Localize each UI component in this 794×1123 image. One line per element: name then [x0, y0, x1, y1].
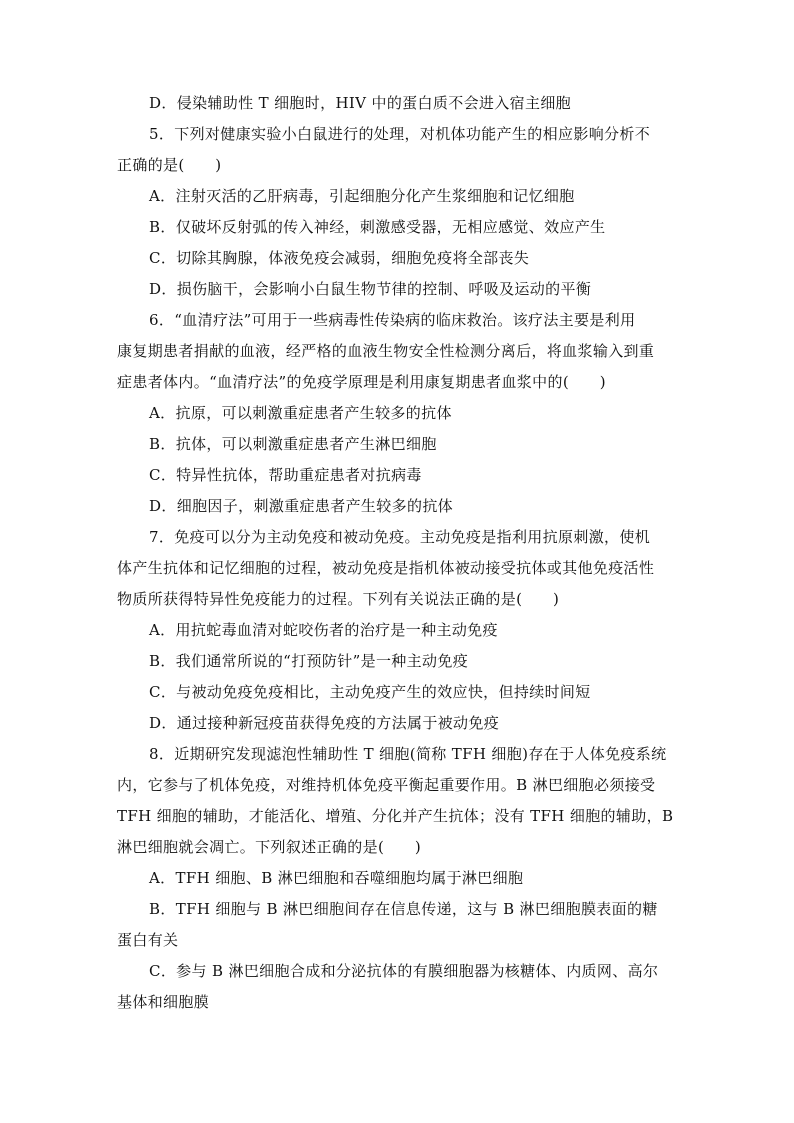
q7-stem-line-2: 体产生抗体和记忆细胞的过程，被动免疫是指机体被动接受抗体或其他免疫活性	[117, 559, 655, 577]
q5-stem-line-1: 5．下列对健康实验小白鼠进行的处理，对机体功能产生的相应影响分析不	[149, 125, 651, 143]
q8-stem-line-1: 8．近期研究发现滤泡性辅助性 T 细胞(简称 TFH 细胞)存在于人体免疫系统	[149, 745, 667, 763]
q8-stem-line-3: TFH 细胞的辅助，才能活化、增殖、分化并产生抗体；没有 TFH 细胞的辅助，B	[117, 807, 674, 825]
q8-option-b-line-2: 蛋白有关	[117, 931, 179, 949]
q6-stem-line-3: 症患者体内。“血清疗法”的免疫学原理是利用康复期患者血浆中的( )	[117, 373, 606, 391]
q8-option-a: A．TFH 细胞、B 淋巴细胞和吞噬细胞均属于淋巴细胞	[149, 869, 524, 887]
q7-stem-line-3: 物质所获得特异性免疫能力的过程。下列有关说法正确的是( )	[117, 590, 560, 608]
q5-option-d: D．损伤脑干，会影响小白鼠生物节律的控制、呼吸及运动的平衡	[149, 280, 592, 298]
q8-option-b-line-1: B．TFH 细胞与 B 淋巴细胞间存在信息传递，这与 B 淋巴细胞膜表面的糖	[149, 900, 658, 918]
q8-stem-line-2: 内，它参与了机体免疫，对维持机体免疫平衡起重要作用。B 淋巴细胞必须接受	[117, 776, 656, 794]
q7-option-a: A．用抗蛇毒血清对蛇咬伤者的治疗是一种主动免疫	[149, 621, 498, 639]
q8-option-c-line-1: C．参与 B 淋巴细胞合成和分泌抗体的有膜细胞器为核糖体、内质网、高尔	[149, 962, 659, 980]
q7-option-b: B．我们通常所说的“打预防针”是一种主动免疫	[149, 652, 469, 670]
q5-option-b: B．仅破坏反射弧的传入神经，刺激感受器，无相应感觉、效应产生	[149, 218, 606, 236]
q6-option-a: A．抗原，可以刺激重症患者产生较多的抗体	[149, 404, 452, 422]
q5-option-a: A．注射灭活的乙肝病毒，引起细胞分化产生浆细胞和记忆细胞	[149, 187, 575, 205]
q7-option-c: C．与被动免疫免疫相比，主动免疫产生的效应快，但持续时间短	[149, 683, 591, 701]
q6-stem-line-2: 康复期患者捐献的血液，经严格的血液生物安全性检测分离后，将血浆输入到重	[117, 342, 655, 360]
q8-stem-line-4: 淋巴细胞就会凋亡。下列叙述正确的是( )	[117, 838, 422, 856]
q6-stem-line-1: 6．“血清疗法”可用于一些病毒性传染病的临床救治。该疗法主要是利用	[149, 311, 636, 329]
q8-option-c-line-2: 基体和细胞膜	[117, 993, 210, 1011]
q5-stem-line-2: 正确的是( )	[117, 156, 222, 174]
q7-stem-line-1: 7．免疫可以分为主动免疫和被动免疫。主动免疫是指利用抗原刺激，使机	[149, 528, 651, 546]
document-page	[117, 88, 683, 1018]
q5-option-c: C．切除其胸腺，体液免疫会减弱，细胞免疫将全部丧失	[149, 249, 530, 267]
q6-option-d: D．细胞因子，刺激重症患者产生较多的抗体	[149, 497, 454, 515]
q6-option-c: C．特异性抗体，帮助重症患者对抗病毒	[149, 466, 422, 484]
q4-option-d: D．侵染辅助性 T 细胞时，HIV 中的蛋白质不会进入宿主细胞	[149, 94, 572, 112]
q6-option-b: B．抗体，可以刺激重症患者产生淋巴细胞	[149, 435, 437, 453]
q7-option-d: D．通过接种新冠疫苗获得免疫的方法属于被动免疫	[149, 714, 500, 732]
